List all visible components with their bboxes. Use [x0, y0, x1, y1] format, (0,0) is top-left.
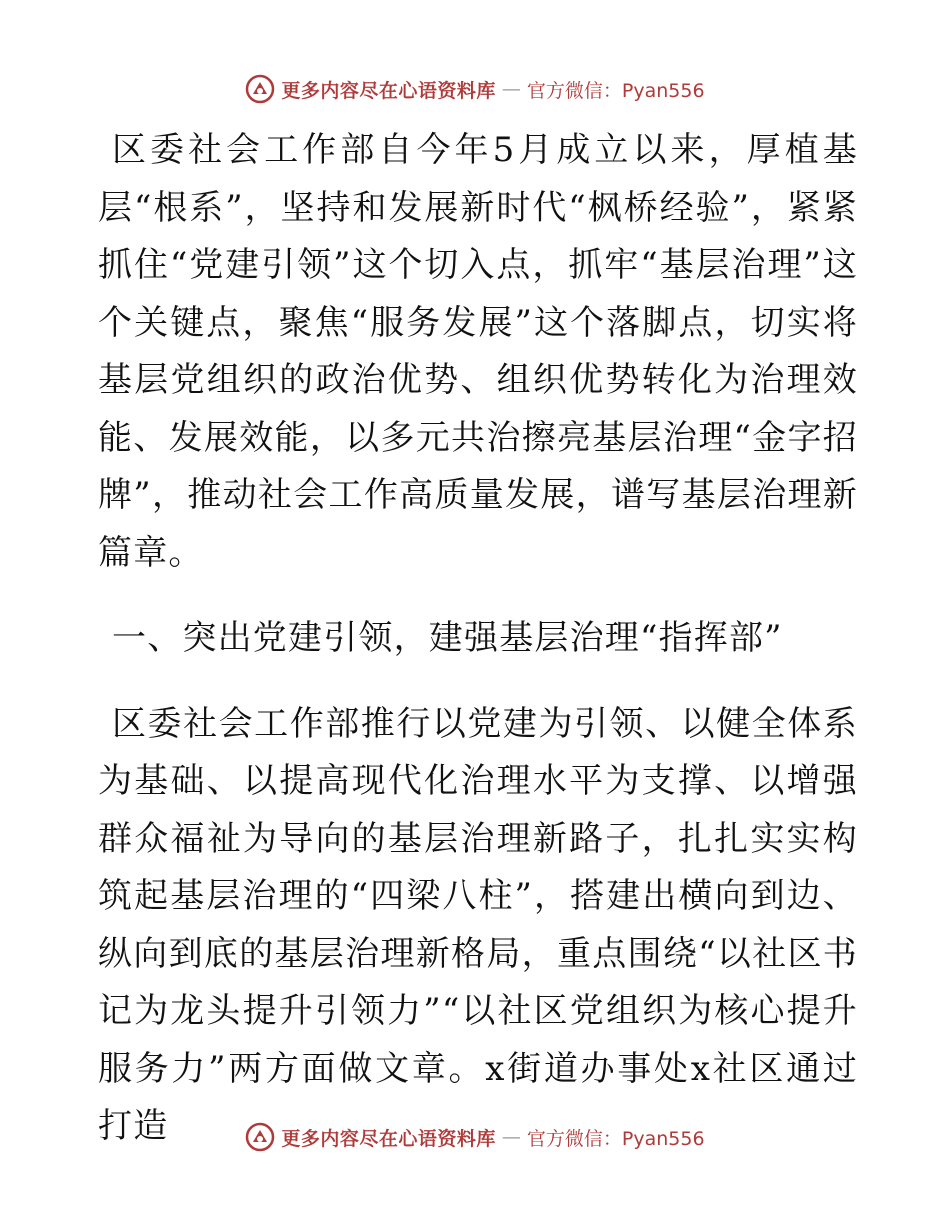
watermark-main-text: 更多内容尽在心语资料库 — [281, 1127, 496, 1150]
paragraph-2: 区委社会工作部推行以党建为引领、以健全体系为基础、以提高现代化治理水平为支撑、以增强群众福祉为导向的基层治理新路子，扎扎实实构筑起基层治理的“四梁八柱”，搭建出横向到边、纵向到底的基层治理新格局，重点围绕“以社区书记为龙头提升引领力”“以社区党组织为核心提升服务力”两方面做文章。x街道办事处x社区通过打造 — [98, 703, 858, 1146]
logo-icon — [245, 1122, 275, 1152]
section-heading-1: 一、突出党建引领，建强基层治理“指挥部” — [112, 618, 783, 658]
footer-watermark — [0, 1122, 950, 1152]
watermark-sub-text: 官方微信：Pyan556 — [526, 1127, 705, 1150]
paragraph-1: 区委社会工作部自今年5月成立以来，厚植基层“根系”，坚持和发展新时代“枫桥经验”，紧紧抓住“党建引领”这个切入点，抓牢“基层治理”这个关键点，聚焦“服务发展”这个落脚点，切实将基层党组织的政治优势、组织优势转化为治理效能、发展效能，以多元共治擦亮基层治理“金字招牌”，推动社会工作高质量发展，谱写基层治理新篇章。 — [98, 130, 858, 573]
header-watermark — [0, 74, 950, 104]
watermark-separator: — — [501, 78, 521, 100]
watermark-main-text: 更多内容尽在心语资料库 — [281, 79, 496, 102]
logo-icon — [245, 74, 275, 104]
watermark-sub-text: 官方微信：Pyan556 — [526, 79, 705, 102]
watermark-separator: — — [501, 1126, 521, 1148]
document-body — [98, 122, 858, 1156]
